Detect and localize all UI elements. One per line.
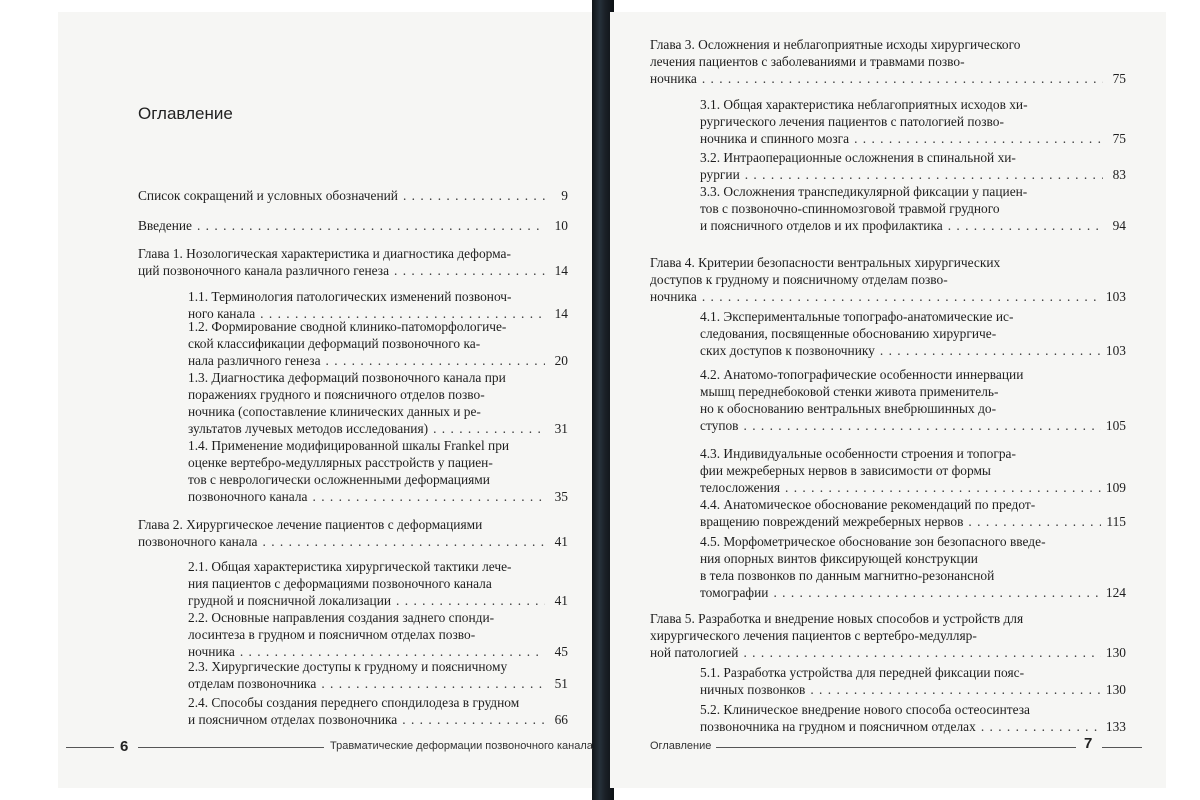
toc-leader-dots — [326, 352, 545, 369]
toc-entry — [188, 658, 568, 692]
toc-entry-text: 5.2. Клиническое внедрение нового способа остеосинтеза — [700, 702, 1030, 717]
toc-leader-dots — [773, 584, 1100, 601]
toc-page-number: 14 — [554, 263, 568, 278]
toc-entry-text: Глава 1. Нозологическая характеристика и диагностика деформа- — [138, 246, 511, 261]
toc-entry-text: 2.1. Общая характеристика хирургической тактики лече- — [188, 559, 512, 574]
toc-entry — [188, 288, 568, 322]
toc-entry-text: тов с позвоночно-спинномозговой травмой грудного — [700, 201, 1000, 216]
toc-entry-line — [650, 288, 1126, 305]
toc-entry-line — [700, 550, 1126, 567]
footer-rule-left-a — [66, 747, 114, 748]
toc-entry-line — [700, 533, 1126, 550]
toc-entry-text: Глава 2. Хирургическое лечение пациентов с деформациями — [138, 517, 483, 532]
toc-entry-text: лосинтеза в грудном и поясничном отделах позво- — [188, 627, 476, 642]
toc-entry-text: Список сокращений и условных обозначений — [138, 188, 398, 203]
toc-entry-line — [700, 400, 1126, 417]
toc-entry-line — [138, 262, 568, 279]
toc-entry-line — [188, 335, 568, 352]
toc-page-number: 35 — [554, 489, 568, 504]
toc-entry-line — [138, 533, 568, 550]
toc-entry — [700, 533, 1126, 601]
toc-entry-line — [700, 342, 1126, 359]
toc-leader-dots — [785, 479, 1101, 496]
toc-entry-text: 1.2. Формирование сводной клинико-патоморфологиче- — [188, 319, 507, 334]
toc-leader-dots — [745, 166, 1103, 183]
toc-entry-text: Глава 4. Критерии безопасности вентральных хирургических — [650, 255, 1001, 270]
toc-leader-dots — [313, 488, 546, 505]
toc-entry-line — [188, 437, 568, 454]
toc-entry-line — [188, 369, 568, 386]
toc-leader-dots — [197, 217, 545, 234]
toc-entry-text: лечения пациентов с заболеваниями и травмами позво- — [650, 54, 965, 69]
toc-entry — [700, 149, 1126, 183]
toc-entry-line — [138, 245, 568, 262]
toc-entry-line — [700, 445, 1126, 462]
toc-entry-text: ночника — [650, 289, 697, 304]
toc-leader-dots — [810, 681, 1101, 698]
toc-entry-text: следования, посвященные обоснованию хирургиче- — [700, 326, 997, 341]
toc-leader-dots — [981, 718, 1101, 735]
toc-page-number: 9 — [561, 188, 568, 203]
toc-entry-text: Глава 3. Осложнения и неблагоприятные исходы хирургического — [650, 37, 1021, 52]
toc-page-number: 105 — [1105, 418, 1126, 433]
toc-entry-text: Глава 5. Разработка и внедрение новых способов и устройств для — [650, 611, 1024, 626]
toc-page-number: 75 — [1112, 131, 1126, 146]
toc-entry-text: хирургического лечения пациентов с вертебро-медулляр- — [650, 628, 977, 643]
toc-entry — [700, 308, 1126, 359]
toc-entry-line — [138, 217, 568, 234]
toc-page-number: 130 — [1105, 682, 1126, 697]
toc-entry-text: ских доступов к позвоночнику — [700, 343, 875, 358]
toc-page-number: 10 — [554, 218, 568, 233]
toc-entry — [650, 610, 1126, 661]
toc-entry-text: 1.3. Диагностика деформаций позвоночного канала при — [188, 370, 506, 385]
toc-entry — [188, 437, 568, 505]
toc-entry-text: ций позвоночного канала различного генеза — [138, 263, 390, 278]
toc-entry-line — [188, 711, 568, 728]
toc-entry-text: 1.1. Терминология патологических изменений позвоноч- — [188, 289, 512, 304]
toc-entry-text: тов с неврологически осложненными деформациями — [188, 472, 490, 487]
toc-entry — [700, 496, 1126, 530]
toc-page-number: 14 — [554, 306, 568, 321]
toc-leader-dots — [743, 644, 1100, 661]
toc-entry-text: нала различного генеза — [188, 353, 321, 368]
toc-entry — [700, 445, 1126, 496]
toc-entry — [138, 217, 568, 234]
toc-entry-text: поражениях грудного и поясничного отделов позво- — [188, 387, 485, 402]
toc-page-number: 83 — [1112, 167, 1126, 182]
toc-page-number: 66 — [554, 712, 568, 727]
toc-entry-line — [188, 318, 568, 335]
toc-entry — [138, 516, 568, 550]
toc-entry-text: 2.2. Основные направления создания заднего спонди- — [188, 610, 495, 625]
toc-entry-line — [650, 271, 1126, 288]
toc-leader-dots — [854, 130, 1103, 147]
toc-entry — [138, 245, 568, 279]
toc-entry-line — [700, 308, 1126, 325]
footer-rule-right-a — [716, 747, 1076, 748]
toc-entry-line — [700, 130, 1126, 147]
toc-entry — [188, 369, 568, 437]
toc-entry-text: телосложения — [700, 480, 781, 495]
toc-entry — [650, 254, 1126, 305]
toc-leader-dots — [394, 262, 545, 279]
toc-entry-text: томографии — [700, 585, 769, 600]
toc-entry-line — [700, 325, 1126, 342]
toc-entry-text: но к обоснованию вентральных внебрюшинных до- — [700, 401, 997, 416]
toc-entry-line — [700, 681, 1126, 698]
toc-entry-text: ной патологией — [650, 645, 739, 660]
toc-entry-line — [700, 96, 1126, 113]
toc-entry — [650, 36, 1126, 87]
toc-entry-text: позвоночника на грудном и поясничном отделах — [700, 719, 976, 734]
toc-entry-line — [700, 718, 1126, 735]
toc-entry-line — [188, 575, 568, 592]
toc-entry-line — [188, 420, 568, 437]
toc-entry-text: ния опорных винтов фиксирующей конструкции — [700, 551, 978, 566]
toc-entry-text: ночника — [650, 71, 697, 86]
toc-entry-line — [700, 149, 1126, 166]
toc-entry — [700, 664, 1126, 698]
toc-entry-line — [188, 658, 568, 675]
toc-entry-text: 2.4. Способы создания переднего спондилодеза в грудном — [188, 695, 520, 710]
page-number-left: 6 — [120, 738, 129, 755]
toc-entry-line — [700, 366, 1126, 383]
toc-entry — [700, 701, 1126, 735]
toc-entry-line — [650, 70, 1126, 87]
toc-entry-text: 4.4. Анатомическое обоснование рекомендаций по предот- — [700, 497, 1036, 512]
toc-heading: Оглавление — [138, 104, 233, 123]
toc-entry-text: оценке вертебро-медуллярных расстройств у пациен- — [188, 455, 493, 470]
toc-entry-text: 2.3. Хирургические доступы к грудному и поясничному — [188, 659, 508, 674]
toc-entry-text: ния пациентов с деформациями позвоночного канала — [188, 576, 492, 591]
toc-leader-dots — [321, 675, 545, 692]
toc-page-number: 41 — [554, 593, 568, 608]
toc-entry — [188, 558, 568, 609]
toc-entry-text: рургии — [700, 167, 740, 182]
toc-entry-text: ничных позвонков — [700, 682, 806, 697]
toc-entry-line — [188, 288, 568, 305]
toc-entry-line — [188, 386, 568, 403]
toc-leader-dots — [702, 70, 1103, 87]
toc-entry-text: 1.4. Применение модифицированной шкалы Frankel при — [188, 438, 510, 453]
toc-leader-dots — [263, 533, 546, 550]
footer-rule-right-b — [1102, 747, 1142, 748]
toc-entry-text: 4.1. Экспериментальные топографо-анатомические ис- — [700, 309, 1014, 324]
toc-entry-line — [700, 479, 1126, 496]
toc-entry-text: грудной и поясничной локализации — [188, 593, 392, 608]
toc-entry-text: мышц переднебоковой стенки живота применитель- — [700, 384, 999, 399]
toc-entry-line — [188, 609, 568, 626]
toc-leader-dots — [433, 420, 545, 437]
toc-entry-line — [650, 53, 1126, 70]
toc-page-number: 103 — [1105, 289, 1126, 304]
toc-entry-line — [700, 183, 1126, 200]
toc-entry-text: 3.3. Осложнения транспедикулярной фиксации у пациен- — [700, 184, 1028, 199]
toc-page-number: 133 — [1105, 719, 1126, 734]
toc-entry — [700, 183, 1126, 234]
toc-leader-dots — [948, 217, 1103, 234]
running-head-right: Оглавление — [650, 740, 712, 752]
toc-leader-dots — [403, 187, 545, 204]
toc-entry-line — [188, 626, 568, 643]
toc-page-number: 45 — [554, 644, 568, 659]
toc-page-number: 31 — [554, 421, 568, 436]
toc-entry-text: доступов к грудному и поясничному отделам позво- — [650, 272, 948, 287]
toc-entry-line — [700, 383, 1126, 400]
footer-rule-left-b — [138, 747, 324, 748]
toc-entry-line — [650, 610, 1126, 627]
toc-leader-dots — [744, 417, 1101, 434]
toc-page-number: 41 — [554, 534, 568, 549]
toc-page-number: 115 — [1106, 514, 1126, 529]
toc-entry-text: ночника и спинного мозга — [700, 131, 850, 146]
toc-entry-text: позвоночного канала — [138, 534, 258, 549]
toc-entry-text: и поясничном отделах позвоночника — [188, 712, 398, 727]
toc-entry-line — [188, 471, 568, 488]
toc-entry-line — [188, 352, 568, 369]
toc-entry-line — [700, 166, 1126, 183]
toc-entry-line — [188, 403, 568, 420]
toc-entry-text: 4.2. Анатомо-топографические особенности иннервации — [700, 367, 1024, 382]
toc-entry-line — [700, 496, 1126, 513]
running-head-left: Травматические деформации позвоночного канала — [330, 740, 593, 752]
toc-page-number: 75 — [1112, 71, 1126, 86]
toc-leader-dots — [702, 288, 1101, 305]
toc-entry-line — [650, 627, 1126, 644]
toc-entry — [188, 318, 568, 369]
toc-page-number: 51 — [554, 676, 568, 691]
toc-entry-line — [188, 694, 568, 711]
toc-page-number: 20 — [554, 353, 568, 368]
toc-page-number: 103 — [1105, 343, 1126, 358]
toc-entry-text: вращению повреждений межреберных нервов — [700, 514, 964, 529]
toc-leader-dots — [880, 342, 1101, 359]
toc-entry-text: ночника — [188, 644, 235, 659]
toc-entry-line — [188, 675, 568, 692]
toc-entry-line — [188, 592, 568, 609]
toc-entry-line — [650, 644, 1126, 661]
toc-entry — [188, 609, 568, 660]
toc-entry — [700, 366, 1126, 434]
toc-entry-line — [700, 664, 1126, 681]
left-page — [58, 12, 596, 788]
toc-entry-text: 4.5. Морфометрическое обоснование зон безопасного введе- — [700, 534, 1046, 549]
toc-entry-line — [650, 36, 1126, 53]
toc-entry-line — [188, 454, 568, 471]
toc-entry-line — [700, 113, 1126, 130]
toc-entry-text: ступов — [700, 418, 739, 433]
toc-leader-dots — [396, 592, 545, 609]
toc-entry-line — [700, 584, 1126, 601]
toc-entry — [138, 187, 568, 204]
toc-entry-text: и поясничного отделов и их профилактика — [700, 218, 943, 233]
toc-entry-line — [650, 254, 1126, 271]
toc-entry-text: ночника (сопоставление клинических данных и ре- — [188, 404, 481, 419]
toc-leader-dots — [968, 513, 1101, 530]
toc-entry-text: 4.3. Индивидуальные особенности строения и топогра- — [700, 446, 1016, 461]
toc-entry-line — [188, 558, 568, 575]
toc-entry-line — [700, 417, 1126, 434]
toc-entry — [188, 694, 568, 728]
toc-entry-text: ской классификации деформаций позвоночного ка- — [188, 336, 481, 351]
toc-entry-text: ного канала — [188, 306, 256, 321]
toc-entry-text: фии межреберных нервов в зависимости от формы — [700, 463, 991, 478]
toc-entry-text: в тела позвонков по данным магнитно-резонансной — [700, 568, 995, 583]
page-number-right: 7 — [1084, 735, 1093, 752]
toc-entry-line — [138, 187, 568, 204]
toc-entry-line — [188, 488, 568, 505]
toc-entry-text: зультатов лучевых методов исследования) — [188, 421, 429, 436]
toc-entry-line — [700, 462, 1126, 479]
toc-entry-text: отделам позвоночника — [188, 676, 317, 691]
toc-entry-text: 3.2. Интраоперационные осложнения в спинальной хи- — [700, 150, 1016, 165]
toc-leader-dots — [402, 711, 545, 728]
toc-entry — [700, 96, 1126, 147]
right-page — [610, 12, 1166, 788]
toc-page-number: 130 — [1105, 645, 1126, 660]
toc-entry-line — [700, 701, 1126, 718]
toc-entry-line — [700, 200, 1126, 217]
toc-page-number: 109 — [1105, 480, 1126, 495]
toc-entry-line — [700, 513, 1126, 530]
toc-entry-line — [700, 217, 1126, 234]
toc-page-number: 124 — [1105, 585, 1126, 600]
toc-entry-text: 3.1. Общая характеристика неблагоприятных исходов хи- — [700, 97, 1028, 112]
toc-entry-text: позвоночного канала — [188, 489, 308, 504]
toc-entry-text: Введение — [138, 218, 192, 233]
toc-entry-line — [138, 516, 568, 533]
toc-entry-text: 5.1. Разработка устройства для передней фиксации пояс- — [700, 665, 1025, 680]
toc-entry-line — [700, 567, 1126, 584]
toc-entry-text: рургического лечения пациентов с патологией позво- — [700, 114, 1004, 129]
toc-page-number: 94 — [1112, 218, 1126, 233]
